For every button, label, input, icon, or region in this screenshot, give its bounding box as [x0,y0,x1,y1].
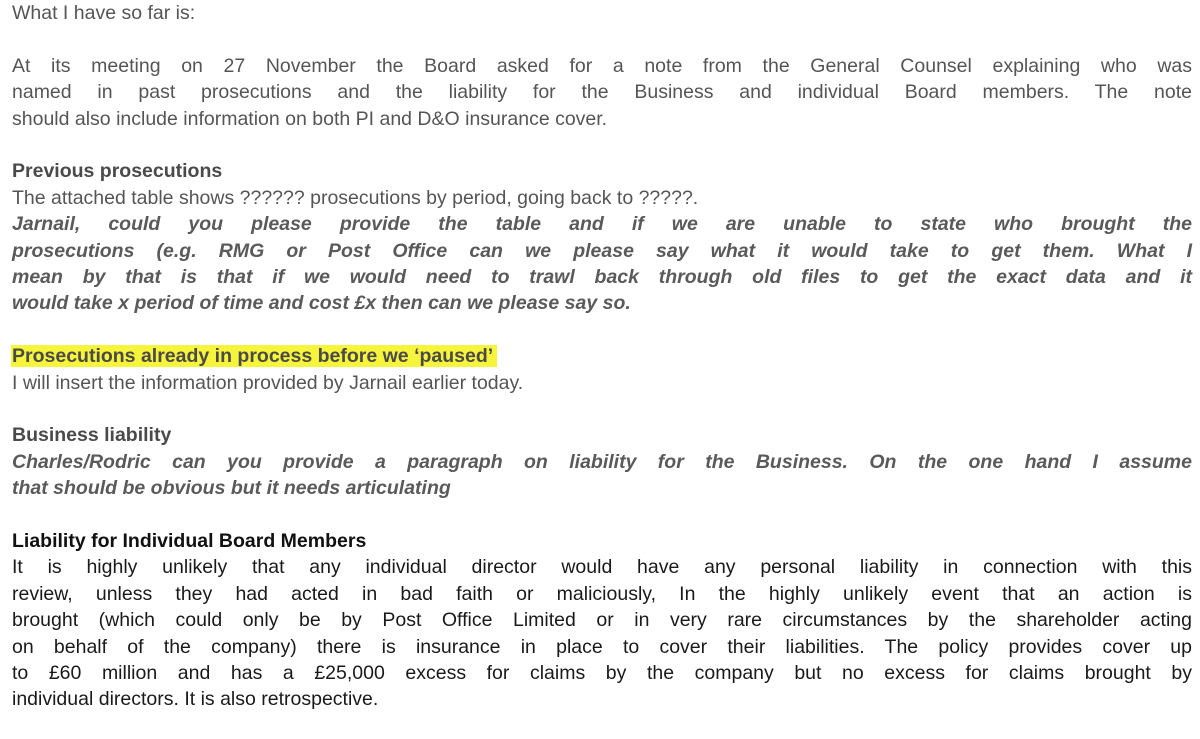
intro-line [12,0,1192,26]
individual-liability-line: to £60 million and has a £25,000 excess for claims by the company but no excess for claims brought by [12,662,1192,685]
individual-liability-line: on behalf of the company) there is insurance in place to cover their liabilities. The policy provides cover up [12,635,1192,658]
individual-liability-line: individual directors. It is also retrospective. [12,688,379,711]
previous-prosecutions-request-line: Jarnail, could you please provide the table and if we are unable to state who brought the [12,213,1192,236]
spacer [12,132,1192,158]
individual-liability-line: review, unless they had acted in bad faith or maliciously, In the highly unlikely event that an action is [12,582,1192,605]
spacer [12,317,1192,343]
business-liability-heading: Business liability [12,424,172,447]
board-note-paragraph [12,53,1192,132]
previous-prosecutions-request-line: prosecutions (e.g. RMG or Post Office can we please say what it would take to get them. What I [12,239,1192,262]
business-liability-request-line: Charles/Rodric can you provide a paragraph on liability for the Business. On the one hand I assume [12,450,1192,473]
previous-prosecutions-heading: Previous prosecutions [12,160,223,183]
individual-liability-heading: Liability for Individual Board Members [12,530,367,553]
document-page [12,0,1192,713]
previous-prosecutions-request-line: mean by that is that if we would need to trawl back through old files to get the exact data and it [12,266,1192,289]
individual-liability-section [12,528,1192,713]
individual-liability-line: brought (which could only be by Post Office Limited or in very rare circumstances by the shareholder acting [12,609,1192,632]
board-note-line: named in past prosecutions and the liability for the Business and individual Board members. The note [12,81,1192,104]
prosecutions-in-process-section [12,343,1192,396]
spacer [12,502,1192,528]
intro-text: What I have so far is: [12,2,196,24]
spacer [12,396,1192,422]
board-note-line: should also include information on both PI and D&O insurance cover. [12,107,608,130]
business-liability-request-line: that should be obvious but it needs articulating [12,477,451,500]
previous-prosecutions-request-line: would take x period of time and cost £x then can we please say so. [12,292,631,315]
spacer [12,26,1192,52]
previous-prosecutions-text: The attached table shows ?????? prosecutions by period, going back to ?????. [12,186,699,209]
individual-liability-line: It is highly unlikely that any individual director would have any personal liability in connection with this [12,556,1192,579]
business-liability-section [12,422,1192,501]
prosecutions-in-process-text: I will insert the information provided by Jarnail earlier today. [12,371,524,394]
previous-prosecutions-section [12,158,1192,316]
board-note-line: At its meeting on 27 November the Board asked for a note from the General Counsel explaining who was [12,54,1192,77]
prosecutions-in-process-heading: Prosecutions already in process before we ‘paused’ [11,345,497,367]
